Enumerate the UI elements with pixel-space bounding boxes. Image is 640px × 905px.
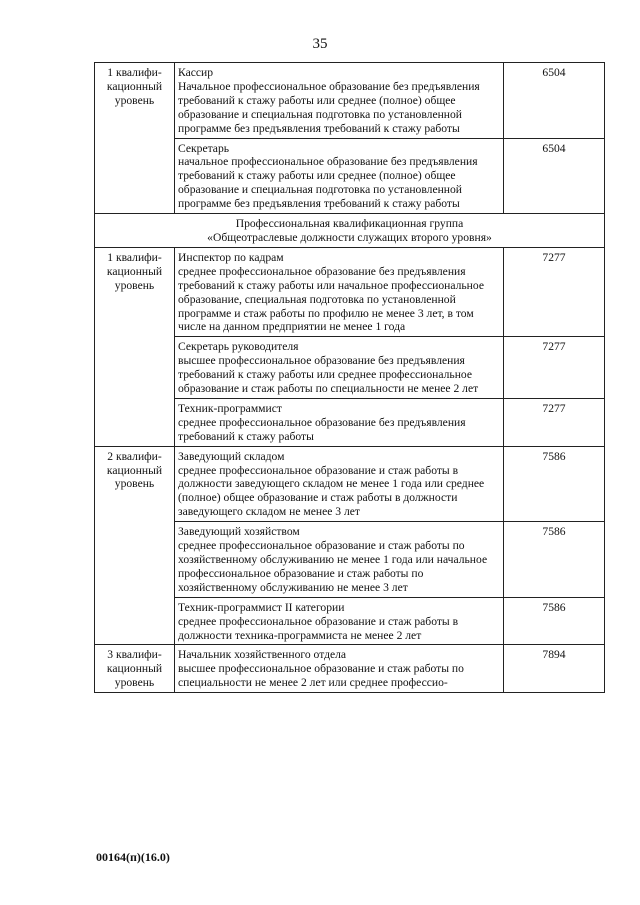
qualification-level: 1 квалифи-кационный уровень [95,63,175,214]
salary-value: 6504 [504,63,605,139]
position-requirements: среднее профессиональное образование без предъявления требований к стажу работы [178,415,466,443]
salary-value: 7894 [504,645,605,693]
position-requirements: Начальное профессиональное образование без предъявления требований к стажу работы или среднее (полное) общее образование и специальная подготовка по установленной программе без предъявления требований к стажу работы [178,79,480,135]
position-title: Кассир [178,66,214,79]
table-row [95,63,605,139]
position-description [175,247,504,336]
salary-value: 7277 [504,337,605,399]
position-description [175,446,504,522]
position-requirements: среднее профессиональное образование и стаж работы по хозяйственному обслуживанию не менее 1 года или начальное профессиональное образование и стаж работы по хозяйственному обслуживанию не менее 3 лет [178,539,488,594]
position-description [175,597,504,645]
position-requirements: начальное профессиональное образование без предъявления требований к стажу работы или среднее (полное) общее образование и специальная подготовка по установленной программе без предъявления требований к стажу работы [178,155,478,211]
salary-value: 7277 [504,247,605,336]
position-title: Секретарь руководителя [178,340,299,354]
salary-value: 7586 [504,446,605,522]
qualification-table [94,62,605,693]
position-requirements: среднее профессиональное образование и стаж работы в должности заведующего складом не менее 1 года или среднее (полное) общее образование и стаж работы в должности заведующего складом не менее 3 лет [178,463,485,519]
table-row [95,645,605,693]
position-title: Техник-программист [178,401,282,415]
position-title: Заведующий хозяйством [178,525,300,539]
salary-value: 6504 [504,138,605,214]
position-requirements: высшее профессиональное образование без предъявления требований к стажу работы или среднее профессиональное образование и стаж работы по специальности не менее 2 лет [178,354,479,396]
position-description [175,522,504,598]
group-title-line: «Общеотраслевые должности служащих второго уровня» [207,230,492,244]
qualification-level: 2 квалифи-кационный уровень [95,446,175,645]
table-row [95,247,605,336]
position-title: Секретарь [178,141,230,155]
salary-value: 7277 [504,398,605,446]
qualification-level: 1 квалифи-кационный уровень [95,247,175,446]
position-requirements: среднее профессиональное образование без предъявления требований к стажу работы или начальное профессиональное образование, специальная подготовка по установленной программе и стаж работы по профилю не менее 3 лет, в том числе на данном предприятии не менее 1 года [178,264,484,334]
position-description [175,63,504,139]
table-row [95,446,605,522]
group-title-line: Профессиональная квалификационная группа [235,217,464,231]
position-title: Начальник хозяйственного отдела [178,648,347,662]
document-footer-code: 00164(п)(16.0) [96,850,170,864]
salary-value: 7586 [504,522,605,598]
group-header-row [95,214,605,248]
group-header [95,214,605,248]
position-description [175,337,504,399]
salary-value: 7586 [504,597,605,645]
position-title: Техник-программист II категории [178,600,345,614]
position-description [175,645,504,693]
qualification-level: 3 квалифи-кационный уровень [95,645,175,693]
page-number: 35 [312,36,328,52]
position-title: Заведующий складом [178,449,285,463]
position-description [175,398,504,446]
position-title: Инспектор по кадрам [178,250,284,264]
position-description [175,138,504,214]
position-requirements: среднее профессиональное образование и стаж работы в должности техника-программиста не менее 2 лет [178,614,459,642]
position-requirements: высшее профессиональное образование и стаж работы по специальности не менее 2 лет или среднее профессио- [178,662,464,690]
